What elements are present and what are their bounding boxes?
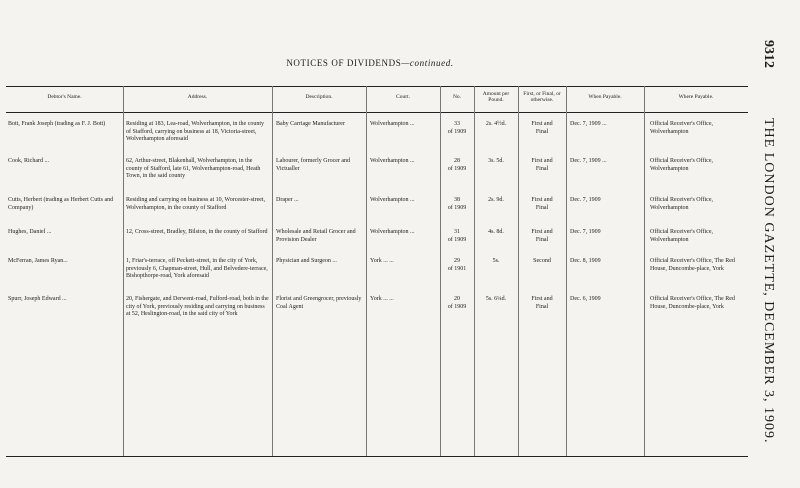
row1-address: Residing at 183, Lea-road, Wolverhampton, in the county of Stafford, carrying on business at 18, Victoria-street, Wolverhampton aforesaid bbox=[126, 121, 265, 142]
row4-address: 12, Cross-street, Bradley, Bilston, in the county of Stafford bbox=[126, 229, 268, 235]
row2-no: 28 of 1909 bbox=[447, 158, 467, 172]
row1-name: Bott, Frank Joseph (trading as F. J. Bott) bbox=[8, 121, 106, 127]
row4-description: Wholesale and Retail Grocer and Provision Dealer bbox=[276, 229, 356, 243]
row2-address: 62, Arthur-street, Blakenhall, Wolverhampton, in the county of Stafford, late 61, Wolverhampton-road, Heath Town, in the said county bbox=[126, 158, 261, 179]
row2-name: Cook, Richard ... bbox=[8, 158, 49, 164]
row2-where: Official Receiver's Office, Wolverhampton bbox=[650, 158, 713, 172]
page-number: 9312 bbox=[761, 40, 776, 68]
column-divider bbox=[474, 86, 475, 456]
row5-where: Official Receiver's Office, The Red House, Duncombe-place, York bbox=[650, 258, 735, 272]
row5-description: Physician and Surgeon ... bbox=[276, 258, 337, 264]
row1-kind: First and Final bbox=[531, 121, 553, 135]
row2-amount: 3s. 5d. bbox=[488, 158, 504, 164]
table-bottom-rule bbox=[6, 456, 748, 457]
row4-where: Official Receiver's Office, Wolverhampton bbox=[650, 229, 713, 243]
header-first-final: First, or Final, or otherwise. bbox=[523, 91, 561, 103]
row6-where: Official Receiver's Office, The Red House, Duncombe-place, York bbox=[650, 296, 735, 310]
row5-name: McFerran, James Ryan... bbox=[8, 258, 68, 264]
header-description: Description. bbox=[305, 94, 333, 100]
row5-address: 1, Friar's-terrace, off Peckett-street, in the city of York, previously 6, Chapman-street, Hull, and Belvedere-terrace, Bishopthorpe-road, York aforesaid bbox=[126, 258, 268, 279]
row2-description: Labourer, formerly Grocer and Victualler bbox=[276, 158, 351, 172]
section-title-main: NOTICES OF DIVIDENDS bbox=[286, 58, 402, 68]
row3-address: Residing and carrying on business at 10, Worcester-street, Wolverhampton, in the county of Stafford bbox=[126, 197, 266, 211]
header-address: Address. bbox=[187, 94, 208, 100]
row2-kind: First and Final bbox=[531, 158, 553, 172]
row4-name: Hughes, Daniel ... bbox=[8, 229, 52, 235]
row5-no: 29 of 1901 bbox=[447, 258, 467, 272]
column-divider bbox=[566, 86, 567, 456]
row1-no: 33 of 1909 bbox=[447, 121, 467, 135]
column-divider bbox=[644, 86, 645, 456]
row2-court: Wolverhampton ... bbox=[370, 158, 415, 164]
header-bottom-rule bbox=[6, 112, 748, 113]
section-title-suffix: —continued. bbox=[401, 58, 454, 68]
row6-when: Dec. 6, 1909 bbox=[570, 296, 601, 302]
header-court: Court. bbox=[396, 94, 410, 100]
row5-amount: 5s. bbox=[492, 258, 500, 264]
row6-no: 20 of 1909 bbox=[447, 296, 467, 310]
row1-description: Baby Carriage Manufacturer bbox=[276, 121, 345, 127]
header-amount: Amount per Pound. bbox=[482, 91, 510, 103]
row5-when: Dec. 8, 1909 bbox=[570, 258, 601, 264]
row6-amount: 5s. 6¼d. bbox=[485, 296, 507, 302]
header-no: No. bbox=[452, 94, 462, 100]
header-where-payable: Where Payable. bbox=[678, 94, 714, 100]
header-debtor-name: Debtor's Name. bbox=[47, 94, 82, 100]
row4-when: Dec. 7, 1909 bbox=[570, 229, 601, 235]
column-divider bbox=[518, 86, 519, 456]
section-title bbox=[0, 58, 740, 68]
table-top-rule bbox=[6, 86, 748, 87]
row4-kind: First and Final bbox=[531, 229, 553, 243]
row4-court: Wolverhampton ... bbox=[370, 229, 415, 235]
row6-description: Florist and Greengrocer, previously Coal Agent bbox=[276, 296, 362, 310]
row5-court: York ... ... bbox=[370, 258, 394, 264]
row5-kind: Second bbox=[533, 258, 551, 264]
column-divider bbox=[366, 86, 367, 456]
column-divider bbox=[123, 86, 124, 456]
row6-kind: First and Final bbox=[531, 296, 553, 310]
header-when-payable: When Payable. bbox=[588, 94, 622, 100]
row3-court: Wolverhampton ... bbox=[370, 197, 415, 203]
row2-when: Dec. 7, 1909 ... bbox=[570, 158, 607, 164]
row6-name: Spurr, Joseph Edward ... bbox=[8, 296, 67, 302]
row1-amount: 2s. 4½d. bbox=[485, 121, 507, 127]
gazette-title: THE LONDON GAZETTE, DECEMBER 3, 1909. bbox=[761, 118, 776, 444]
row3-no: 38 of 1909 bbox=[447, 197, 467, 211]
row3-name: Cutts, Herbert (trading as Herbert Cutts and Company) bbox=[8, 197, 114, 211]
row6-address: 20, Fishergate, and Derwent-road, Fulford-road, both in the city of York, previously residing and carrying on business at 52, Heslington-road, in the said city of York bbox=[126, 296, 269, 317]
row1-when: Dec. 7, 1909 ... bbox=[570, 121, 607, 127]
row1-where: Official Receiver's Office, Wolverhampton bbox=[650, 121, 713, 135]
row3-amount: 2s. 9d. bbox=[488, 197, 504, 203]
row1-court: Wolverhampton ... bbox=[370, 121, 415, 127]
row4-amount: 4s. 8d. bbox=[488, 229, 504, 235]
column-divider bbox=[272, 86, 273, 456]
row4-no: 31 of 1909 bbox=[447, 229, 467, 243]
row3-when: Dec. 7, 1909 bbox=[570, 197, 601, 203]
row3-kind: First and Final bbox=[531, 197, 553, 211]
row6-court: York ... ... bbox=[370, 296, 394, 302]
row3-description: Draper ... bbox=[276, 197, 299, 203]
row3-where: Official Receiver's Office, Wolverhampton bbox=[650, 197, 713, 211]
